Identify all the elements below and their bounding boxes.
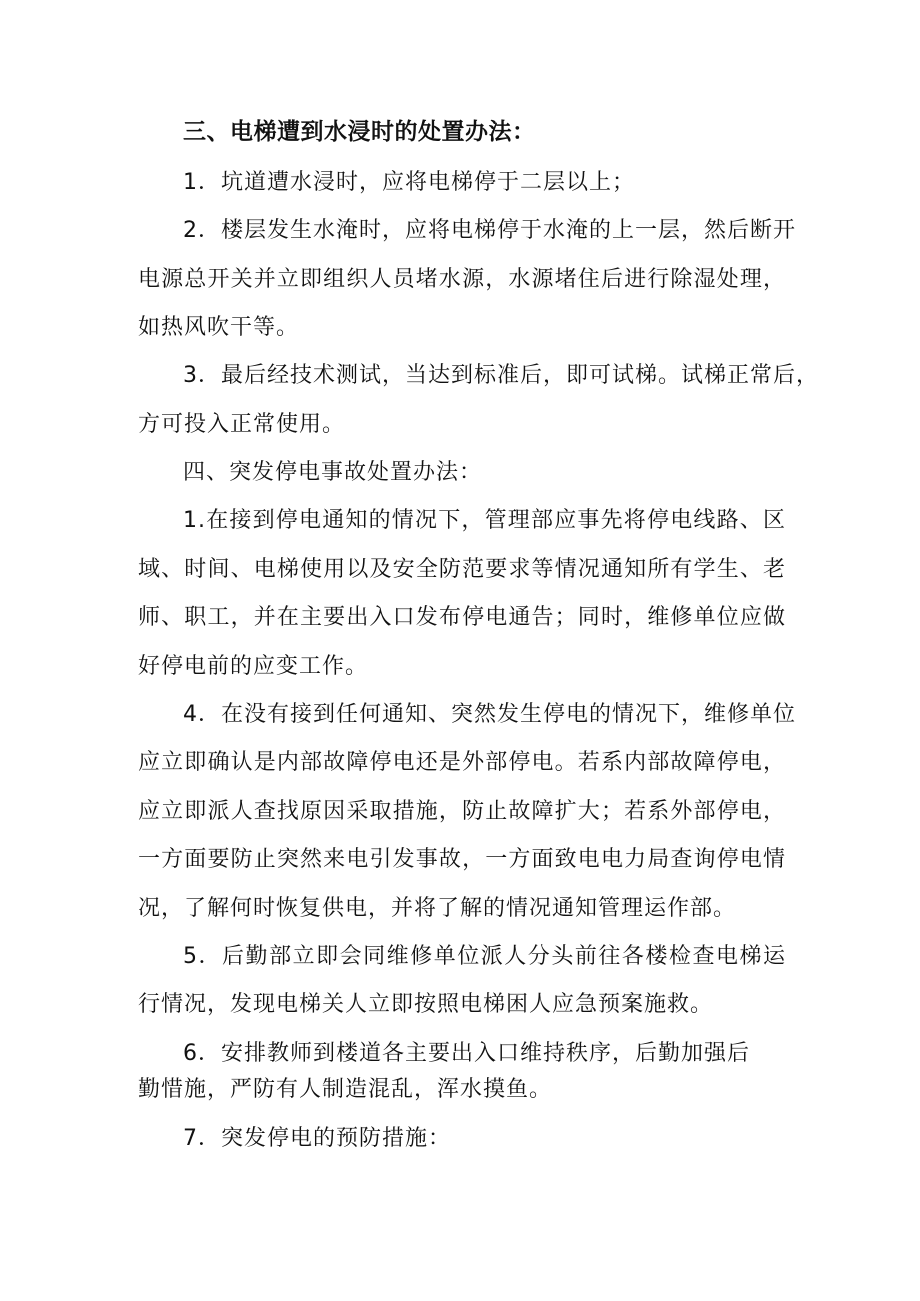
paragraph-line: 7．突发停电的预防措施： [183, 1126, 451, 1151]
paragraph-line: 师、职工，并在主要出入口发布停电通告；同时，维修单位应做 [138, 605, 786, 630]
paragraph-line: 方可投入正常使用。 [138, 412, 346, 437]
paragraph-line: 电源总开关并立即组织人员堵水源，水源堵住后进行除湿处理， [138, 267, 786, 292]
section-heading-3: 三、电梯遭到水浸时的处置办法： [183, 119, 536, 145]
paragraph-line: 应立即确认是内部故障停电还是外部停电。若系内部故障停电， [138, 750, 786, 775]
paragraph-line: 2．楼层发生水淹时，应将电梯停于水淹的上一层，然后断开 [183, 218, 796, 243]
paragraph-line: 况，了解何时恢复供电，并将了解的情况通知管理运作部。 [138, 896, 737, 921]
section-heading-4: 四、突发停电事故处置办法： [183, 460, 483, 485]
paragraph-line: 好停电前的应变工作。 [138, 654, 369, 679]
paragraph-line: 一方面要防止突然来电引发事故，一方面致电电力局查询停电情 [138, 847, 786, 872]
paragraph-line: 6．安排教师到楼道各主要出入口维持秩序，后勤加强后 [183, 1041, 750, 1066]
paragraph-line: 1．坑道遭水浸时，应将电梯停于二层以上； [183, 170, 635, 195]
paragraph-line: 行情况，发现电梯关人立即按照电梯困人应急预案施救。 [138, 992, 714, 1017]
paragraph-line: 域、时间、电梯使用以及安全防范要求等情况通知所有学生、老 [138, 557, 786, 582]
paragraph-line: 如热风吹干等。 [138, 315, 300, 340]
paragraph-line: 5．后勤部立即会同维修单位派人分头前往各楼检查电梯运 [183, 944, 786, 969]
paragraph-line: 1.在接到停电通知的情况下，管理部应事先将停电线路、区 [183, 508, 786, 533]
paragraph-line: 3．最后经技术测试，当达到标准后，即可试梯。试梯正常后， [183, 363, 819, 388]
paragraph-line: 勤惜施，严防有人制造混乱，浑水摸鱼。 [138, 1077, 553, 1102]
paragraph-line: 应立即派人查找原因采取措施，防止故障扩大；若系外部停电， [138, 799, 786, 824]
paragraph-line: 4．在没有接到任何通知、突然发生停电的情况下，维修单位 [183, 702, 796, 727]
